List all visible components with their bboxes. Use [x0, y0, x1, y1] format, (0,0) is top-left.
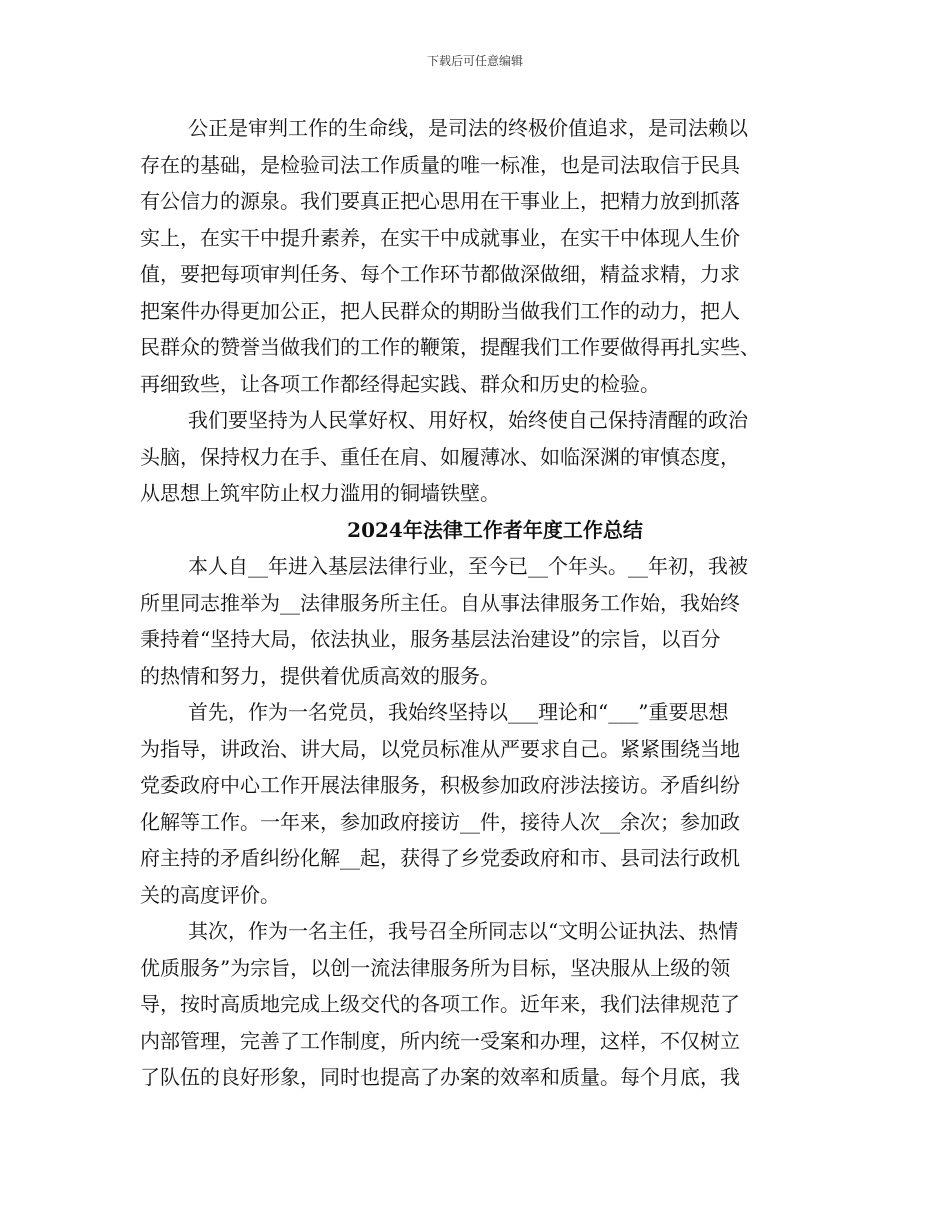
- text-line: 关的高度评价。: [140, 882, 280, 907]
- text-line: 首先，作为一名党员，我始终坚持以___理论和“___”重要思想: [188, 700, 729, 724]
- section-title: 2024年法律工作者年度工作总结: [347, 517, 643, 542]
- text-line: 的热情和努力，提供着优质高效的服务。: [140, 663, 500, 688]
- text-line: 秉持着“坚持大局，依法执业，服务基层法治建设”的宗旨，以百分: [140, 627, 721, 651]
- text-line: 头脑，保持权力在手、重任在肩、如履薄冰、如临深渊的审慎态度，: [140, 444, 740, 469]
- text-line: 再细致些，让各项工作都经得起实践、群众和历史的检验。: [140, 371, 660, 396]
- text-line: 民群众的赞誉当做我们的工作的鞭策，提醒我们工作要做得再扎实些、: [140, 335, 760, 359]
- text-line: 公正是审判工作的生命线，是司法的终极价值追求，是司法赖以: [188, 116, 748, 140]
- text-line: 导，按时高质地完成上级交代的各项工作。近年来，我们法律规范了: [140, 992, 740, 1016]
- text-line: 实上，在实干中提升素养，在实干中成就事业，在实干中体现人生价: [140, 225, 740, 250]
- text-line: 把案件办得更加公正，把人民群众的期盼当做我们工作的动力，把人: [140, 298, 740, 323]
- text-line: 党委政府中心工作开展法律服务，积极参加政府涉法接访。矛盾纠纷: [140, 773, 740, 797]
- text-line: 存在的基础，是检验司法工作质量的唯一标准，也是司法取信于民具: [140, 152, 740, 177]
- text-line: 值，要把每项审判任务、每个工作环节都做深做细，精益求精，力求: [140, 262, 740, 286]
- text-line: 了队伍的良好形象，同时也提高了办案的效率和质量。每个月底，我: [140, 1065, 740, 1089]
- text-line: 优质服务”为宗旨，以创一流法律服务所为目标，坚决服从上级的领: [140, 955, 731, 980]
- text-line: 府主持的矛盾纠纷化解__起，获得了乡党委政府和市、县司法行政机: [140, 846, 740, 870]
- text-line: 我们要坚持为人民掌好权、用好权，始终使自己保持清醒的政治: [188, 408, 748, 432]
- text-line: 有公信力的源泉。我们要真正把心思用在干事业上，把精力放到抓落: [140, 189, 740, 213]
- document-body: [140, 110, 820, 1096]
- text-line: 化解等工作。一年来，参加政府接访__件，接待人次__余次；参加政: [140, 809, 740, 834]
- page-header: 下载后可任意编辑: [426, 54, 523, 68]
- text-line: 内部管理，完善了工作制度，所内统一受案和办理，这样，不仅树立: [140, 1028, 740, 1053]
- text-line: 从思想上筑牢防止权力滥用的铜墙铁壁。: [140, 481, 500, 505]
- text-line: 其次，作为一名主任，我号召全所同志以“文明公证执法、热情: [188, 919, 739, 943]
- text-line: 所里同志推举为__法律服务所主任。自从事法律服务工作始，我始终: [140, 590, 740, 615]
- text-line: 为指导，讲政治、讲大局，以党员标准从严要求自己。紧紧围绕当地: [140, 736, 740, 761]
- text-line: 本人自__年进入基层法律行业，至今已__个年头。__年初，我被: [188, 554, 748, 578]
